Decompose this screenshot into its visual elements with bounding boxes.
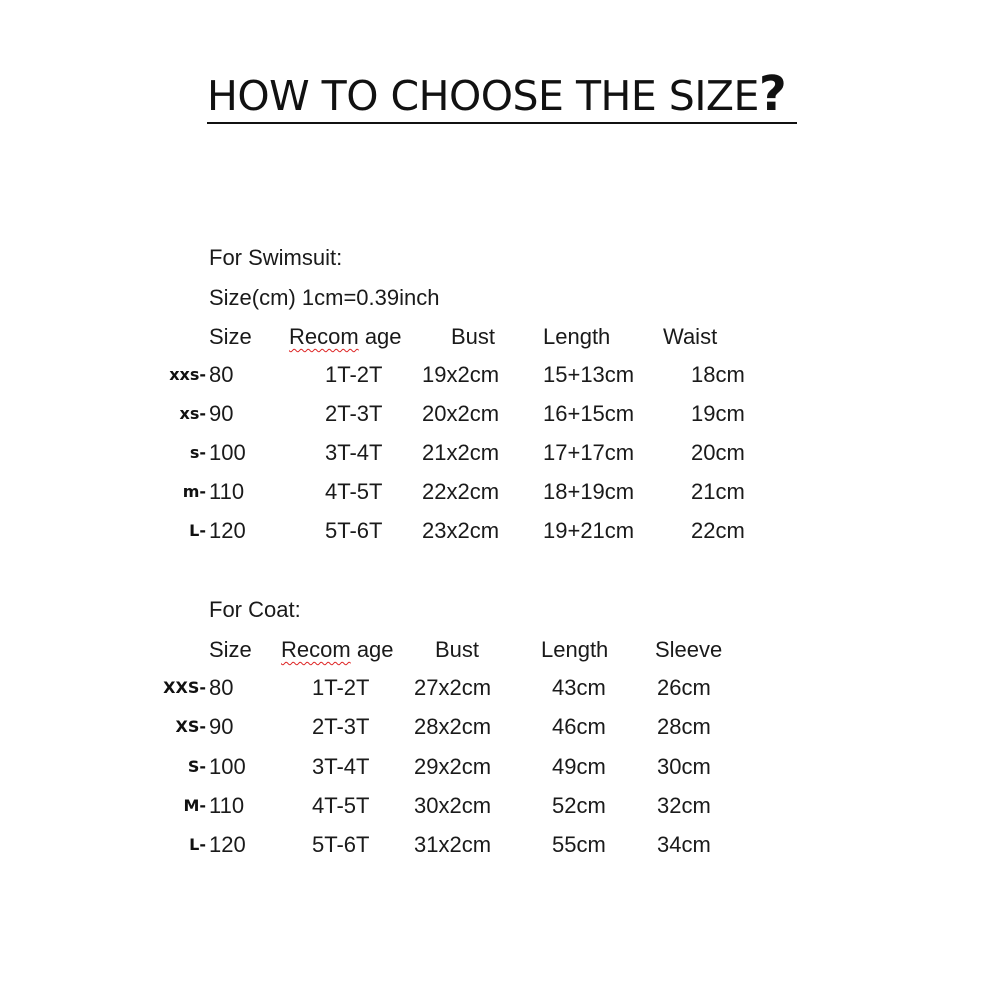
swimsuit-size-cm: 80 — [209, 362, 234, 387]
coat-recommended-age: 4T-5T — [312, 793, 370, 818]
page-title — [207, 66, 797, 124]
swimsuit-header-bust: Bust — [451, 324, 496, 349]
coat-recommended-age: 1T-2T — [312, 675, 370, 700]
swimsuit-size-cm: 110 — [209, 479, 245, 504]
coat-sleeve: 28cm — [657, 714, 711, 739]
swimsuit-header-recom: Recom — [289, 324, 359, 349]
coat-heading: For Coat: — [209, 597, 301, 622]
swimsuit-waist: 21cm — [691, 479, 745, 504]
swimsuit-bust: 20x2cm — [422, 401, 500, 426]
swimsuit-heading: For Swimsuit: — [209, 245, 343, 270]
swimsuit-waist: 18cm — [691, 362, 745, 387]
swimsuit-size-label: xs- — [179, 404, 206, 423]
coat-sleeve: 32cm — [657, 793, 711, 818]
swimsuit-length: 18+19cm — [543, 479, 635, 504]
coat-size-label: M- — [183, 796, 206, 815]
swimsuit-recommended-age: 4T-5T — [325, 479, 383, 504]
coat-header-length: Length — [541, 637, 609, 662]
coat-sleeve: 26cm — [657, 675, 711, 700]
coat-header-recom-age — [281, 637, 394, 663]
coat-header-age: age — [356, 637, 394, 662]
swimsuit-bust: 19x2cm — [422, 362, 500, 387]
page-title-text: HOW TO CHOOSE THE SIZE — [207, 72, 759, 120]
swimsuit-waist: 20cm — [691, 440, 745, 465]
swimsuit-bust: 23x2cm — [422, 518, 500, 543]
coat-size-cm: 80 — [209, 675, 234, 700]
swimsuit-waist: 19cm — [691, 401, 745, 426]
swimsuit-header-size: Size — [209, 324, 252, 349]
swimsuit-waist: 22cm — [691, 518, 745, 543]
coat-bust: 30x2cm — [414, 793, 492, 818]
coat-size-label: S- — [187, 757, 206, 776]
swimsuit-recommended-age: 5T-6T — [325, 518, 383, 543]
swimsuit-length: 17+17cm — [543, 440, 635, 465]
swimsuit-size-label: s- — [189, 443, 206, 462]
coat-bust: 27x2cm — [414, 675, 492, 700]
swimsuit-header-length: Length — [543, 324, 611, 349]
coat-size-label: XS- — [175, 717, 206, 736]
swimsuit-bust: 21x2cm — [422, 440, 500, 465]
coat-recommended-age: 3T-4T — [312, 754, 370, 779]
coat-header-size: Size — [209, 637, 252, 662]
coat-recommended-age: 2T-3T — [312, 714, 370, 739]
coat-length: 55cm — [552, 832, 606, 857]
coat-bust: 29x2cm — [414, 754, 492, 779]
coat-size-label: XXS- — [163, 678, 206, 697]
swimsuit-length: 15+13cm — [543, 362, 635, 387]
swimsuit-size-label: xxs- — [169, 365, 206, 384]
swimsuit-unit-note: Size(cm) 1cm=0.39inch — [209, 285, 440, 310]
page-title-question-mark: ? — [758, 66, 787, 122]
coat-length: 46cm — [552, 714, 606, 739]
swimsuit-header-recom-age — [289, 324, 402, 350]
swimsuit-size-cm: 90 — [209, 401, 234, 426]
swimsuit-header-waist: Waist — [663, 324, 718, 349]
coat-size-label: L- — [189, 835, 206, 854]
swimsuit-bust: 22x2cm — [422, 479, 500, 504]
swimsuit-size-label: m- — [182, 482, 206, 501]
coat-size-cm: 90 — [209, 714, 234, 739]
coat-size-cm: 120 — [209, 832, 246, 857]
coat-bust: 28x2cm — [414, 714, 492, 739]
swimsuit-header-age: age — [364, 324, 402, 349]
swimsuit-recommended-age: 3T-4T — [325, 440, 383, 465]
coat-recommended-age: 5T-6T — [312, 832, 370, 857]
swimsuit-size-label: L- — [189, 521, 206, 540]
swimsuit-size-cm: 120 — [209, 518, 246, 543]
coat-size-cm: 110 — [209, 793, 245, 818]
coat-sleeve: 30cm — [657, 754, 711, 779]
coat-length: 49cm — [552, 754, 606, 779]
coat-header-bust: Bust — [435, 637, 480, 662]
swimsuit-length: 16+15cm — [543, 401, 635, 426]
coat-length: 52cm — [552, 793, 606, 818]
swimsuit-size-cm: 100 — [209, 440, 246, 465]
swimsuit-recommended-age: 1T-2T — [325, 362, 383, 387]
swimsuit-recommended-age: 2T-3T — [325, 401, 383, 426]
swimsuit-length: 19+21cm — [543, 518, 635, 543]
coat-header-recom: Recom — [281, 637, 351, 662]
coat-size-cm: 100 — [209, 754, 246, 779]
coat-sleeve: 34cm — [657, 832, 711, 857]
coat-length: 43cm — [552, 675, 606, 700]
coat-header-sleeve: Sleeve — [655, 637, 723, 662]
coat-bust: 31x2cm — [414, 832, 492, 857]
